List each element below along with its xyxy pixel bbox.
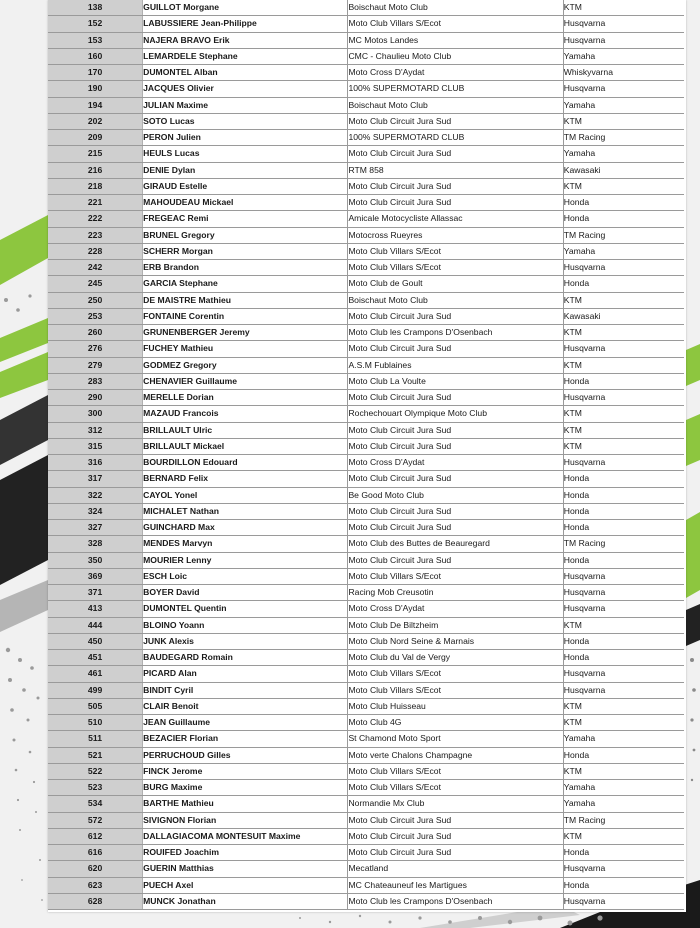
table-row [48,731,684,747]
rider-motorcycle: Husqvarna [563,260,684,276]
rider-name: MAZAUD Francois [143,406,348,422]
rider-number: 327 [48,520,143,536]
rider-club: 100% SUPERMOTARD CLUB [348,81,563,97]
rider-name: BERNARD Felix [143,471,348,487]
table-row [48,568,684,584]
rider-number: 312 [48,422,143,438]
rider-name: MERELLE Dorian [143,390,348,406]
rider-club: Moto Club Circuit Jura Sud [348,520,563,536]
rider-number: 572 [48,812,143,828]
rider-name: FINCK Jerome [143,763,348,779]
rider-motorcycle: TM Racing [563,812,684,828]
rider-name: GIRAUD Estelle [143,178,348,194]
rider-name: MOURIER Lenny [143,552,348,568]
table-row [48,16,684,32]
rider-motorcycle: Husqvarna [563,32,684,48]
table-row [48,292,684,308]
rider-name: BRILLAULT Ulric [143,422,348,438]
rider-name: LABUSSIERE Jean-Philippe [143,16,348,32]
rider-motorcycle: Honda [563,373,684,389]
table-row [48,455,684,471]
rider-club: Moto Club de Goult [348,276,563,292]
table-row [48,260,684,276]
rider-motorcycle: KTM [563,438,684,454]
rider-number: 216 [48,162,143,178]
rider-number: 194 [48,97,143,113]
rider-club: Rochechouart Olympique Moto Club [348,406,563,422]
rider-club: Boischaut Moto Club [348,292,563,308]
rider-club: Moto Club des Buttes de Beauregard [348,536,563,552]
rider-name: GUERIN Matthias [143,861,348,877]
rider-club: Moto Club Huisseau [348,698,563,714]
table-row [48,195,684,211]
rider-club: CMC - Chaulieu Moto Club [348,48,563,64]
rider-name: JULIAN Maxime [143,97,348,113]
rider-name: BARTHE Mathieu [143,796,348,812]
rider-club: Moto Club Circuit Jura Sud [348,178,563,194]
table-row [48,877,684,893]
table-row [48,503,684,519]
rider-club: Moto Cross D'Aydat [348,65,563,81]
rider-number: 209 [48,130,143,146]
rider-number: 450 [48,633,143,649]
rider-name: BOYER David [143,585,348,601]
rider-number: 283 [48,373,143,389]
rider-club: Moto Club Circuit Jura Sud [348,438,563,454]
rider-number: 300 [48,406,143,422]
rider-number: 628 [48,893,143,909]
rider-name: MICHALET Nathan [143,503,348,519]
rider-name: BINDIT Cyril [143,682,348,698]
table-row [48,747,684,763]
rider-motorcycle: TM Racing [563,536,684,552]
table-row [48,536,684,552]
rider-club: Moto Cross D'Aydat [348,455,563,471]
rider-number: 223 [48,227,143,243]
rider-club: Moto Club Villars S/Ecot [348,763,563,779]
rider-name: CHENAVIER Guillaume [143,373,348,389]
rider-motorcycle: Honda [563,877,684,893]
rider-name: JACQUES Olivier [143,81,348,97]
rider-club: Moto Cross D'Aydat [348,601,563,617]
rider-club: Moto Club Circuit Jura Sud [348,845,563,861]
rider-motorcycle: Honda [563,520,684,536]
table-row [48,65,684,81]
rider-name: SIVIGNON Florian [143,812,348,828]
rider-name: CAYOL Yonel [143,487,348,503]
rider-name: PERRUCHOUD Gilles [143,747,348,763]
rider-motorcycle: KTM [563,357,684,373]
table-row [48,308,684,324]
rider-motorcycle: Husqvarna [563,893,684,909]
rider-club: Moto Club les Crampons D'Osenbach [348,325,563,341]
rider-motorcycle: Husqvarna [563,682,684,698]
rider-number: 461 [48,666,143,682]
rider-name: GODMEZ Gregory [143,357,348,373]
rider-motorcycle: KTM [563,422,684,438]
rider-club: Moto Club Circuit Jura Sud [348,552,563,568]
rider-motorcycle: Husqvarna [563,585,684,601]
rider-number: 316 [48,455,143,471]
rider-motorcycle: KTM [563,617,684,633]
table-row [48,698,684,714]
table-row [48,243,684,259]
rider-motorcycle: Honda [563,633,684,649]
rider-name: CLAIR Benoit [143,698,348,714]
rider-name: SOTO Lucas [143,113,348,129]
rider-club: Moto Club Villars S/Ecot [348,682,563,698]
rider-motorcycle: KTM [563,325,684,341]
rider-name: PERON Julien [143,130,348,146]
rider-club: Moto Club Villars S/Ecot [348,780,563,796]
rider-number: 153 [48,32,143,48]
rider-number: 253 [48,308,143,324]
rider-number: 250 [48,292,143,308]
rider-motorcycle: KTM [563,178,684,194]
rider-club: Moto Club Circuit Jura Sud [348,113,563,129]
rider-club: Be Good Moto Club [348,487,563,503]
rider-motorcycle: Kawasaki [563,308,684,324]
rider-club: Moto Club Circuit Jura Sud [348,422,563,438]
rider-motorcycle: Yamaha [563,731,684,747]
table-row [48,633,684,649]
rider-club: RTM 858 [348,162,563,178]
rider-name: BRILLAULT Mickael [143,438,348,454]
table-row [48,390,684,406]
table-row [48,666,684,682]
rider-name: ERB Brandon [143,260,348,276]
green-stripe-right-1 [686,344,700,386]
table-row [48,81,684,97]
rider-number: 324 [48,503,143,519]
rider-number: 612 [48,828,143,844]
rider-name: FREGEAC Remi [143,211,348,227]
rider-name: PICARD Alan [143,666,348,682]
rider-name: BLOINO Yoann [143,617,348,633]
table-row [48,178,684,194]
rider-motorcycle: Husqvarna [563,601,684,617]
rider-club: 100% SUPERMOTARD CLUB [348,130,563,146]
rider-number: 290 [48,390,143,406]
rider-motorcycle: Honda [563,195,684,211]
rider-club: Moto Club Villars S/Ecot [348,16,563,32]
rider-number: 534 [48,796,143,812]
table-row [48,780,684,796]
rider-number: 276 [48,341,143,357]
table-row [48,162,684,178]
rider-motorcycle: Yamaha [563,243,684,259]
rider-number: 623 [48,877,143,893]
rider-number: 369 [48,568,143,584]
rider-number: 510 [48,715,143,731]
rider-number: 521 [48,747,143,763]
rider-motorcycle: KTM [563,0,684,16]
rider-motorcycle: Honda [563,487,684,503]
table-row [48,32,684,48]
rider-motorcycle: Whiskyvarna [563,65,684,81]
rider-entries-table [48,0,684,910]
rider-number: 221 [48,195,143,211]
rider-number: 315 [48,438,143,454]
table-row [48,796,684,812]
rider-name: BURG Maxime [143,780,348,796]
rider-name: BAUDEGARD Romain [143,650,348,666]
rider-club: Racing Mob Creusotin [348,585,563,601]
rider-motorcycle: Yamaha [563,780,684,796]
rider-motorcycle: Husqvarna [563,455,684,471]
table-row [48,146,684,162]
table-row [48,341,684,357]
rider-number: 511 [48,731,143,747]
rider-number: 215 [48,146,143,162]
green-stripe-right-3 [686,512,700,598]
table-row [48,113,684,129]
rider-motorcycle: Honda [563,845,684,861]
rider-club: Moto Club Villars S/Ecot [348,243,563,259]
rider-club: Moto Club Circuit Jura Sud [348,341,563,357]
rider-number: 505 [48,698,143,714]
rider-motorcycle: KTM [563,113,684,129]
rider-club: A.S.M Fublaines [348,357,563,373]
rider-motorcycle: Husqvarna [563,568,684,584]
rider-motorcycle: Husqvarna [563,861,684,877]
rider-club: Moto Club Villars S/Ecot [348,666,563,682]
rider-number: 322 [48,487,143,503]
rider-club: Amicale Motocycliste Allassac [348,211,563,227]
rider-number: 620 [48,861,143,877]
table-row [48,406,684,422]
rider-name: MUNCK Jonathan [143,893,348,909]
rider-motorcycle: Honda [563,276,684,292]
rider-motorcycle: Husqvarna [563,16,684,32]
table-row [48,617,684,633]
rider-motorcycle: TM Racing [563,130,684,146]
rider-club: Moto Club Circuit Jura Sud [348,471,563,487]
rider-motorcycle: Honda [563,552,684,568]
dark-stripe-right [686,604,700,646]
rider-club: Moto Club Circuit Jura Sud [348,146,563,162]
rider-motorcycle: Honda [563,211,684,227]
rider-motorcycle: Husqvarna [563,666,684,682]
rider-club: Moto Club Circuit Jura Sud [348,308,563,324]
rider-name: NAJERA BRAVO Erik [143,32,348,48]
rider-motorcycle: Yamaha [563,796,684,812]
table-row [48,373,684,389]
rider-number: 190 [48,81,143,97]
table-row [48,422,684,438]
rider-motorcycle: KTM [563,715,684,731]
rider-name: MAHOUDEAU Mickael [143,195,348,211]
rider-name: ESCH Loic [143,568,348,584]
rider-number: 222 [48,211,143,227]
rider-motorcycle: KTM [563,406,684,422]
table-row [48,357,684,373]
rider-number: 522 [48,763,143,779]
table-row [48,812,684,828]
rider-name: GUINCHARD Max [143,520,348,536]
rider-club: Boischaut Moto Club [348,97,563,113]
rider-motorcycle: KTM [563,763,684,779]
table-row [48,520,684,536]
table-row [48,130,684,146]
table-row [48,682,684,698]
rider-name: DUMONTEL Quentin [143,601,348,617]
table-row [48,438,684,454]
rider-name: PUECH Axel [143,877,348,893]
rider-club: Moto Club Circuit Jura Sud [348,828,563,844]
rider-number: 279 [48,357,143,373]
rider-name: JEAN Guillaume [143,715,348,731]
entries-body [48,0,684,910]
table-row [48,487,684,503]
rider-club: Boischaut Moto Club [348,0,563,16]
rider-number: 451 [48,650,143,666]
rider-name: BOURDILLON Edouard [143,455,348,471]
rider-club: MC Chateauneuf les Martigues [348,877,563,893]
rider-number: 202 [48,113,143,129]
rider-number: 152 [48,16,143,32]
rider-number: 218 [48,178,143,194]
rider-number: 371 [48,585,143,601]
rider-motorcycle: Husqvarna [563,390,684,406]
rider-number: 616 [48,845,143,861]
rider-name: FUCHEY Mathieu [143,341,348,357]
rider-name: BRUNEL Gregory [143,227,348,243]
rider-number: 350 [48,552,143,568]
rider-name: HEULS Lucas [143,146,348,162]
rider-club: Moto Club De Biltzheim [348,617,563,633]
rider-club: Moto Club 4G [348,715,563,731]
rider-name: GARCIA Stephane [143,276,348,292]
table-row [48,211,684,227]
rider-club: Moto Club La Voulte [348,373,563,389]
rider-name: ROUIFED Joachim [143,845,348,861]
rider-motorcycle: Yamaha [563,48,684,64]
rider-club: Moto Club Villars S/Ecot [348,260,563,276]
table-row [48,893,684,909]
rider-motorcycle: Husqvarna [563,81,684,97]
table-row [48,650,684,666]
table-row [48,715,684,731]
rider-motorcycle: Kawasaki [563,162,684,178]
rider-number: 317 [48,471,143,487]
rider-name: SCHERR Morgan [143,243,348,259]
rider-number: 260 [48,325,143,341]
rider-name: DUMONTEL Alban [143,65,348,81]
rider-name: JUNK Alexis [143,633,348,649]
rider-name: DENIE Dylan [143,162,348,178]
table-row [48,763,684,779]
rider-number: 328 [48,536,143,552]
rider-club: Mecatland [348,861,563,877]
rider-motorcycle: TM Racing [563,227,684,243]
rider-club: Moto Club Nord Seine & Marnais [348,633,563,649]
rider-motorcycle: Honda [563,747,684,763]
rider-club: Moto Club Villars S/Ecot [348,568,563,584]
table-row [48,227,684,243]
table-row [48,845,684,861]
rider-club: Moto Club Circuit Jura Sud [348,390,563,406]
rider-club: Moto Club du Val de Vergy [348,650,563,666]
rider-club: MC Motos Landes [348,32,563,48]
rider-name: DE MAISTRE Mathieu [143,292,348,308]
rider-number: 170 [48,65,143,81]
rider-club: St Chamond Moto Sport [348,731,563,747]
rider-number: 499 [48,682,143,698]
rider-club: Moto Club les Crampons D'Osenbach [348,893,563,909]
rider-number: 138 [48,0,143,16]
table-row [48,471,684,487]
table-row [48,585,684,601]
rider-club: Moto Club Circuit Jura Sud [348,503,563,519]
rider-name: DALLAGIACOMA MONTESUIT Maxime [143,828,348,844]
rider-motorcycle: Yamaha [563,146,684,162]
rider-club: Motocross Rueyres [348,227,563,243]
green-stripe-right-2 [686,414,700,466]
table-row [48,861,684,877]
rider-number: 228 [48,243,143,259]
table-row [48,0,684,16]
rider-motorcycle: KTM [563,698,684,714]
rider-number: 242 [48,260,143,276]
rider-motorcycle: Honda [563,471,684,487]
rider-club: Moto Club Circuit Jura Sud [348,812,563,828]
table-row [48,276,684,292]
rider-motorcycle: Honda [563,650,684,666]
rider-number: 245 [48,276,143,292]
rider-name: FONTAINE Corentin [143,308,348,324]
rider-number: 523 [48,780,143,796]
table-row [48,97,684,113]
rider-club: Moto Club Circuit Jura Sud [348,195,563,211]
table-row [48,828,684,844]
rider-motorcycle: Husqvarna [563,341,684,357]
rider-motorcycle: Honda [563,503,684,519]
table-row [48,325,684,341]
rider-number: 160 [48,48,143,64]
rider-motorcycle: Yamaha [563,97,684,113]
rider-motorcycle: KTM [563,292,684,308]
table-row [48,48,684,64]
rider-name: GRUNENBERGER Jeremy [143,325,348,341]
table-row [48,601,684,617]
table-row [48,552,684,568]
rider-name: LEMARDELE Stephane [143,48,348,64]
rider-name: BEZACIER Florian [143,731,348,747]
rider-name: MENDES Marvyn [143,536,348,552]
rider-motorcycle: KTM [563,828,684,844]
rider-club: Normandie Mx Club [348,796,563,812]
rider-club: Moto verte Chalons Champagne [348,747,563,763]
rider-number: 444 [48,617,143,633]
rider-number: 413 [48,601,143,617]
rider-name: GUILLOT Morgane [143,0,348,16]
